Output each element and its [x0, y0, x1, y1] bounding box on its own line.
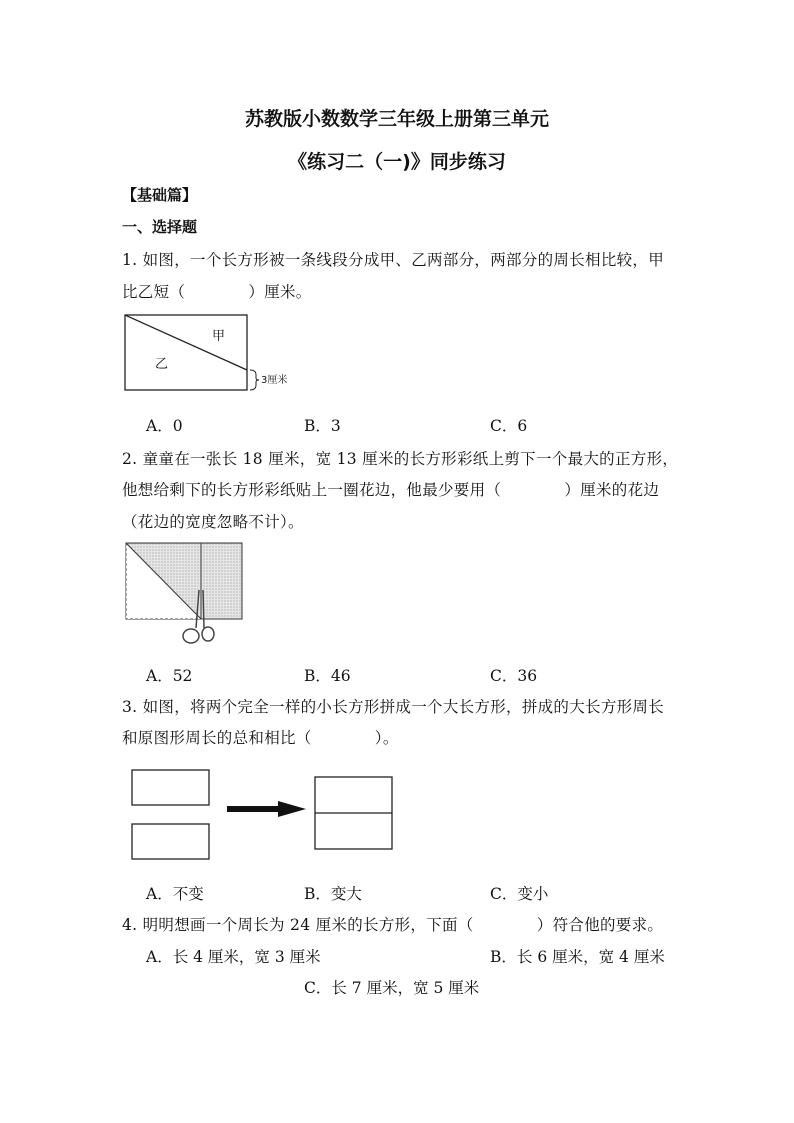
q1-label-dimension: 3厘米	[261, 375, 288, 386]
question-1-line-2: 比乙短（ ）厘米。	[122, 283, 312, 301]
part-heading: 一、选择题	[122, 218, 198, 236]
question-2-option-b[interactable]: B．46	[304, 667, 351, 685]
question-4-option-b[interactable]: B．长 6 厘米，宽 4 厘米	[490, 948, 665, 966]
question-2-line-3: （花边的宽度忽略不计）。	[122, 513, 304, 531]
question-4-line-1: 4. 明明想画一个周长为 24 厘米的长方形，下面（ ）符合他的要求。	[122, 916, 664, 934]
question-4-option-c[interactable]: C．长 7 厘米，宽 5 厘米	[304, 979, 480, 997]
q1-brace	[250, 370, 259, 390]
q3-small-rectangle-top	[132, 770, 209, 805]
arrow-right-icon	[227, 801, 306, 817]
question-3-figure	[130, 768, 410, 868]
page-title: 苏教版小数数学三年级上册第三单元	[244, 108, 549, 130]
question-2-figure	[122, 540, 252, 655]
question-3-line-1: 3. 如图，将两个完全一样的小长方形拼成一个大长方形，拼成的大长方形周长	[122, 698, 665, 716]
question-2-option-a[interactable]: A．52	[146, 667, 193, 685]
section-heading: 【基础篇】	[122, 186, 198, 204]
q3-small-rectangle-bottom	[132, 824, 209, 859]
page-subtitle: 《练习二（一)》同步练习	[288, 151, 506, 173]
question-2-option-c[interactable]: C．36	[490, 667, 538, 685]
q1-rectangle	[125, 315, 247, 390]
question-3-line-2: 和原图形周长的总和相比（ ）。	[122, 729, 399, 747]
question-3-option-b[interactable]: B．变大	[304, 885, 362, 903]
question-1-option-b[interactable]: B．3	[304, 417, 341, 435]
question-1-line-1: 1. 如图，一个长方形被一条线段分成甲、乙两部分，两部分的周长相比较，甲	[122, 251, 665, 269]
q1-dividing-line	[125, 315, 247, 370]
question-3-option-c[interactable]: C．变小	[490, 885, 549, 903]
question-2-line-2: 他想给剩下的长方形彩纸贴上一圈花边，他最少要用（ ）厘米的花边	[122, 481, 660, 499]
q1-label-jia: 甲	[212, 329, 226, 344]
question-2-line-1: 2. 童童在一张长 18 厘米，宽 13 厘米的长方形彩纸上剪下一个最大的正方形，	[122, 450, 679, 468]
question-4-option-a[interactable]: A．长 4 厘米，宽 3 厘米	[146, 948, 321, 966]
question-1-option-a[interactable]: A．0	[146, 417, 183, 435]
question-3-option-a[interactable]: A．不变	[146, 885, 204, 903]
question-1-figure	[120, 310, 320, 400]
q1-label-yi: 乙	[155, 357, 169, 372]
question-1-option-c[interactable]: C．6	[490, 417, 528, 435]
